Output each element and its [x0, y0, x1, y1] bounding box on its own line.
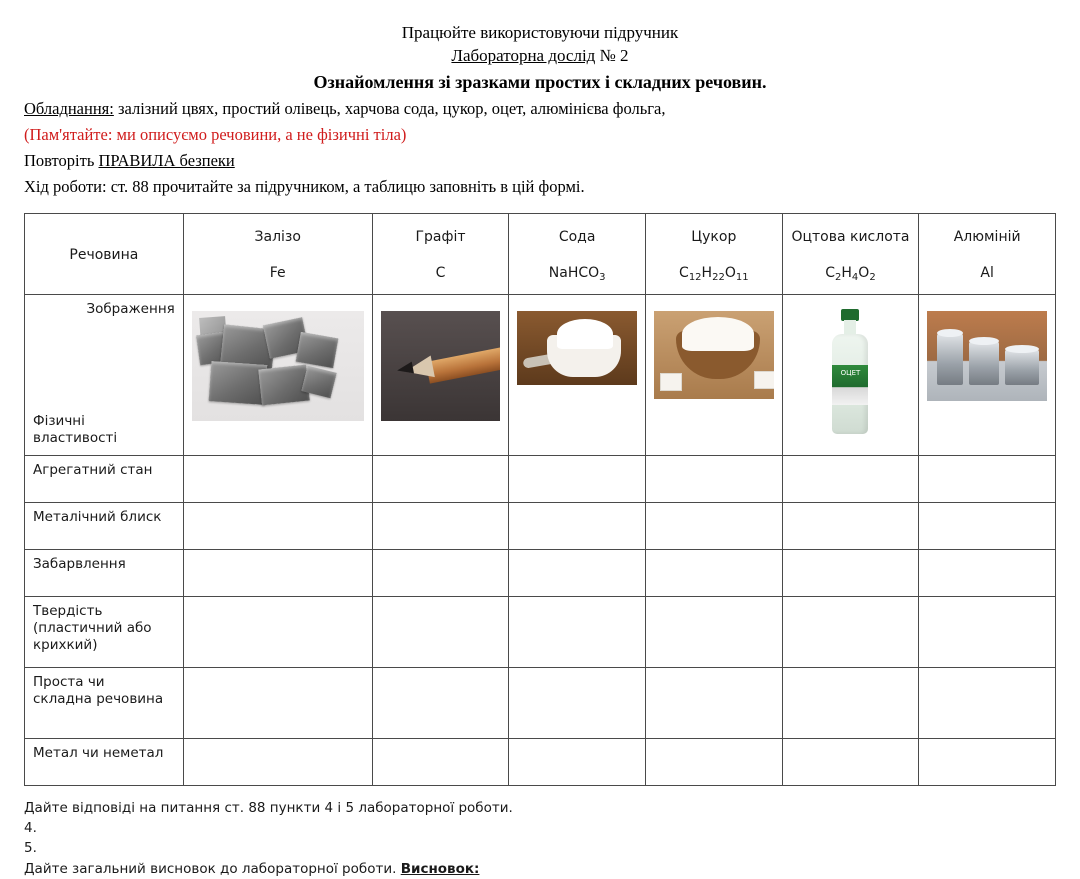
repeat-prefix: Повторіть	[24, 150, 99, 170]
cell-empty[interactable]	[372, 549, 509, 596]
header-formula-4: $C_{12}H_{22}O_{11}$	[679, 264, 749, 283]
cell-empty[interactable]	[183, 549, 372, 596]
header-formula-2: C	[435, 264, 446, 281]
cell-image-aluminium	[919, 294, 1056, 455]
header-cell-soda	[509, 213, 646, 294]
table-row	[25, 502, 1056, 549]
cell-empty[interactable]	[645, 549, 782, 596]
equipment-text: залізний цвях, простий олівець, харчова сода, цукор, оцет, алюмінієва фольга,	[113, 99, 666, 119]
safety-rules-link[interactable]: ПРАВИЛА безпеки	[98, 150, 235, 170]
cell-empty[interactable]	[782, 502, 919, 549]
header-cell-substance	[25, 213, 184, 294]
header-name-0: Речовина	[69, 246, 139, 263]
header-cell-sugar	[645, 213, 782, 294]
header-line-1: Працюйте використовуючи підручник	[401, 23, 679, 42]
row-label-metal-or-nonmetal: Метал чи неметал	[25, 738, 184, 785]
footer-line-2: 4.	[24, 820, 37, 836]
cell-empty[interactable]	[919, 596, 1056, 667]
header-line-2	[24, 45, 1056, 68]
cell-empty[interactable]	[645, 738, 782, 785]
header-name-1: Залізо	[254, 228, 301, 245]
label-physical-properties: Фізичні властивості	[33, 413, 118, 446]
header-cell-graphite	[372, 213, 509, 294]
cell-image-soda	[509, 294, 646, 455]
conclusion-prefix: Дайте загальний висновок до лабораторної роботи.	[24, 860, 401, 877]
sugar-image	[654, 311, 774, 399]
page-title: Ознайомлення зі зразками простих і складних речовин.	[313, 71, 767, 92]
cell-empty[interactable]	[509, 502, 646, 549]
cell-empty[interactable]	[509, 667, 646, 738]
footer-block	[0, 786, 1080, 879]
cell-empty[interactable]	[372, 667, 509, 738]
row-label-aggregate-state: Агрегатний стан	[25, 455, 184, 502]
cell-empty[interactable]	[372, 455, 509, 502]
cell-empty[interactable]	[509, 596, 646, 667]
cell-empty[interactable]	[645, 455, 782, 502]
cell-empty[interactable]	[919, 667, 1056, 738]
lab-table	[24, 213, 1056, 786]
row-label-simple-or-compound: Проста чи складна речовина	[25, 667, 184, 738]
row-label-hardness: Твердість (пластичний або крихкий)	[25, 596, 184, 667]
row-label-metallic-luster: Металічний блиск	[25, 502, 184, 549]
equipment-line	[24, 97, 1056, 121]
baking-soda-image	[517, 311, 637, 385]
vinegar-bottle-image: ОЦЕТ	[822, 307, 878, 437]
table-row	[25, 549, 1056, 596]
row-label-properties	[25, 294, 184, 455]
cell-image-sugar	[645, 294, 782, 455]
footer-line-4	[24, 859, 1056, 879]
cell-empty[interactable]	[645, 667, 782, 738]
header-block	[0, 0, 1080, 199]
table-header-row	[25, 213, 1056, 294]
cell-empty[interactable]	[782, 738, 919, 785]
aluminium-ingots-image	[927, 311, 1047, 401]
cell-empty[interactable]	[183, 738, 372, 785]
row-label-color: Забарвлення	[25, 549, 184, 596]
cell-empty[interactable]	[782, 455, 919, 502]
repeat-rules-line	[24, 149, 1056, 173]
header-cell-aluminium	[919, 213, 1056, 294]
cell-empty[interactable]	[509, 738, 646, 785]
header-name-6: Алюміній	[953, 228, 1021, 245]
cell-empty[interactable]	[919, 455, 1056, 502]
lab-table-wrapper	[0, 213, 1080, 786]
cell-empty[interactable]	[509, 455, 646, 502]
graphite-pencil-image	[381, 311, 501, 421]
lab-work-number: № 2	[595, 45, 629, 65]
cell-empty[interactable]	[183, 502, 372, 549]
cell-empty[interactable]	[509, 549, 646, 596]
header-cell-acetic-acid	[782, 213, 919, 294]
header-formula-6: Al	[980, 264, 994, 281]
cell-empty[interactable]	[183, 667, 372, 738]
conclusion-label: Висновок:	[400, 860, 480, 877]
cell-empty[interactable]	[372, 596, 509, 667]
table-row-images	[25, 294, 1056, 455]
label-image: Зображення	[86, 300, 175, 317]
table-row	[25, 738, 1056, 785]
cell-image-graphite	[372, 294, 509, 455]
header-name-5: Оцтова кислота	[791, 228, 910, 245]
cell-empty[interactable]	[183, 596, 372, 667]
cell-empty[interactable]	[183, 455, 372, 502]
lab-work-label: Лабораторна дослід	[451, 45, 596, 65]
cell-image-vinegar	[782, 294, 919, 455]
cell-empty[interactable]	[782, 549, 919, 596]
footer-line-1: Дайте відповіді на питання ст. 88 пункти 4 і 5 лабораторної роботи.	[24, 799, 513, 816]
table-row	[25, 455, 1056, 502]
header-formula-1: Fe	[269, 264, 286, 281]
header-formula-5: $C_2H_4O_2$	[825, 264, 876, 283]
header-formula-3: NaHCO$_3$	[548, 264, 606, 283]
cell-empty[interactable]	[645, 596, 782, 667]
header-name-4: Цукор	[691, 228, 737, 245]
table-row	[25, 596, 1056, 667]
iron-sample-image	[192, 311, 364, 421]
procedure-line: Хід роботи: ст. 88 прочитайте за підручником, а таблицю заповніть в цій формі.	[24, 176, 585, 196]
cell-empty[interactable]	[919, 502, 1056, 549]
cell-empty[interactable]	[782, 596, 919, 667]
safety-note: (Пам'ятайте: ми описуємо речовини, а не фізичні тіла)	[24, 124, 407, 144]
cell-empty[interactable]	[645, 502, 782, 549]
table-row	[25, 667, 1056, 738]
cell-empty[interactable]	[782, 667, 919, 738]
cell-empty[interactable]	[372, 502, 509, 549]
footer-line-3: 5.	[24, 840, 37, 857]
header-name-3: Сода	[558, 228, 596, 245]
equipment-label: Обладнання:	[24, 99, 114, 119]
cell-image-iron	[183, 294, 372, 455]
header-cell-iron	[183, 213, 372, 294]
header-name-2: Графіт	[415, 228, 466, 245]
cell-empty[interactable]	[372, 738, 509, 785]
cell-empty[interactable]	[919, 549, 1056, 596]
cell-empty[interactable]	[919, 738, 1056, 785]
